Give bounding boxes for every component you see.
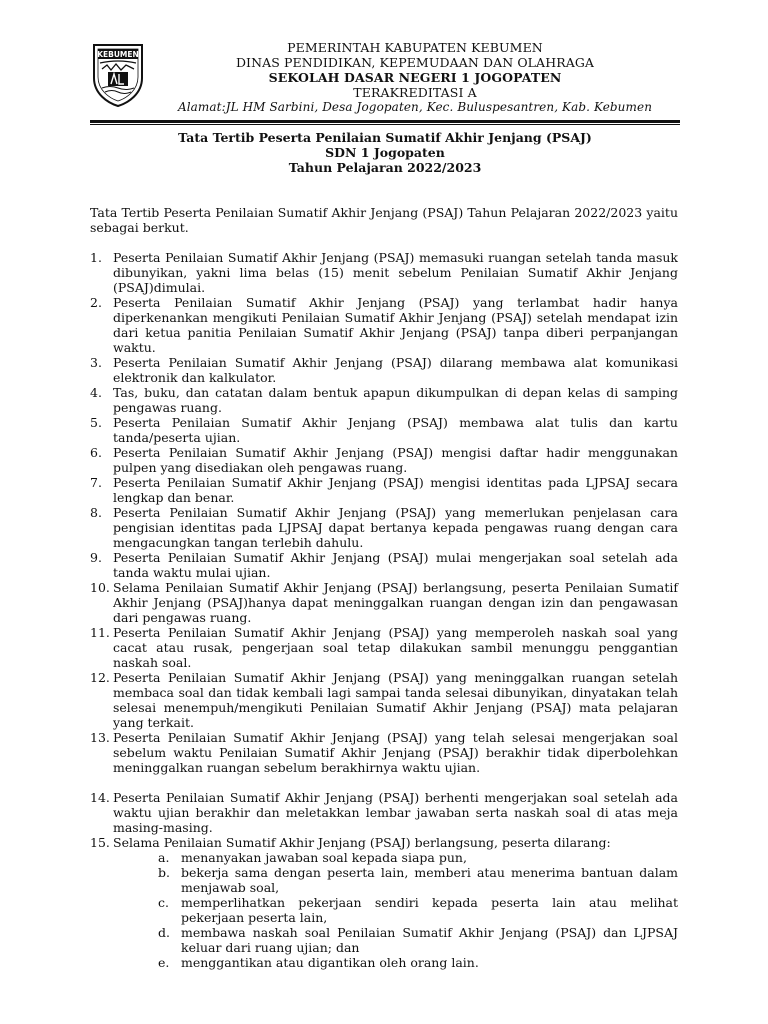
letterhead-text <box>150 40 680 115</box>
prohibition-letter: b. <box>158 865 170 880</box>
rule-text: Peserta Penilaian Sumatif Akhir Jenjang (PSAJ) mengisi identitas pada LJPSAJ secara lengkap dan benar. <box>113 475 678 505</box>
prohibition-text: membawa naskah soal Penilaian Sumatif Akhir Jenjang (PSAJ) dan LJPSAJ keluar dari ruang ujian; dan <box>181 925 678 955</box>
rule-text: Peserta Penilaian Sumatif Akhir Jenjang (PSAJ) mulai mengerjakan soal setelah ada tanda waktu mulai ujian. <box>113 550 678 580</box>
rule-text: Peserta Penilaian Sumatif Akhir Jenjang (PSAJ) membawa alat tulis dan kartu tanda/peserta ujian. <box>113 415 678 445</box>
rule-number: 2. <box>90 295 102 310</box>
prohibition-letter: e. <box>158 955 170 970</box>
school-name: SEKOLAH DASAR NEGERI 1 JOGOPATEN <box>268 70 562 85</box>
rule-item <box>90 625 678 670</box>
rule-item <box>90 445 678 475</box>
prohibition-item <box>158 925 678 955</box>
rule-number: 3. <box>90 355 102 370</box>
letterhead-divider-thin <box>90 124 680 125</box>
rule-text: Peserta Penilaian Sumatif Akhir Jenjang (PSAJ) yang memperoleh naskah soal yang cacat atau rusak, pengerjaan soal tetap dilakukan sambil menunggu penggantian naskah soal. <box>113 625 678 670</box>
rule-item <box>90 790 678 835</box>
rule-number: 7. <box>90 475 102 490</box>
rule-item <box>90 730 678 775</box>
rule-text: Peserta Penilaian Sumatif Akhir Jenjang (PSAJ) yang meninggalkan ruangan setelah membaca soal dan tidak kembali lagi sampai tanda selesai dibunyikan, dinyatakan telah selesai menempuh/mengikuti Penilaian Sumatif Akhir Jenjang (PSAJ) mata pelajaran yang terkait. <box>113 670 678 730</box>
rule-item <box>90 580 678 625</box>
department-name: DINAS PENDIDIKAN, KEPEMUDAAN DAN OLAHRAGA <box>235 55 595 70</box>
rule-item <box>90 835 678 850</box>
rule-text: Tas, buku, dan catatan dalam bentuk apapun dikumpulkan di depan kelas di samping pengawas ruang. <box>113 385 678 415</box>
letterhead-divider-thick <box>90 120 680 123</box>
prohibition-text: memperlihatkan pekerjaan sendiri kepada peserta lain atau melihat pekerjaan peserta lain, <box>181 895 678 925</box>
rule-item <box>90 385 678 415</box>
rule-number: 4. <box>90 385 102 400</box>
rule-number: 5. <box>90 415 102 430</box>
rule-text: Peserta Penilaian Sumatif Akhir Jenjang (PSAJ) dilarang membawa alat komunikasi elektronik dan kalkulator. <box>113 355 678 385</box>
rule-number: 10. <box>90 580 110 595</box>
rule-item <box>90 250 678 295</box>
prohibition-text: bekerja sama dengan peserta lain, memberi atau menerima bantuan dalam menjawab soal, <box>181 865 678 895</box>
school-address: Alamat:JL HM Sarbini, Desa Jogopaten, Kec. Buluspesantren, Kab. Kebumen <box>177 100 653 114</box>
rule-number: 11. <box>90 625 110 640</box>
prohibition-text: menanyakan jawaban soal kepada siapa pun, <box>181 850 467 865</box>
prohibition-letter: c. <box>158 895 169 910</box>
rule-text: Selama Penilaian Sumatif Akhir Jenjang (PSAJ) berlangsung, peserta dilarang: <box>113 835 611 850</box>
prohibition-letter: d. <box>158 925 170 940</box>
rule-number: 13. <box>90 730 110 745</box>
rule-text: Peserta Penilaian Sumatif Akhir Jenjang (PSAJ) berhenti mengerjakan soal setelah ada waktu ujian berakhir dan meletakkan lembar jawaban serta naskah soal di atas meja masing-masing. <box>113 790 678 835</box>
document-title <box>90 130 680 175</box>
rule-text: Peserta Penilaian Sumatif Akhir Jenjang (PSAJ) mengisi daftar hadir menggunakan pulpen yang disediakan oleh pengawas ruang. <box>113 445 678 475</box>
prohibition-item <box>158 850 678 865</box>
rule-number: 14. <box>90 790 110 805</box>
prohibition-text: menggantikan atau digantikan oleh orang lain. <box>181 955 479 970</box>
prohibition-letter: a. <box>158 850 170 865</box>
rule-text: Peserta Penilaian Sumatif Akhir Jenjang (PSAJ) yang telah selesai mengerjakan soal sebelum waktu Penilaian Sumatif Akhir Jenjang (PSAJ) berakhir tidak diperbolehkan meninggalkan ruangan sebelum berakhirnya waktu ujian. <box>113 730 678 775</box>
rule-text: Peserta Penilaian Sumatif Akhir Jenjang (PSAJ) yang memerlukan penjelasan cara pengisian identitas pada LJPSAJ dapat bertanya kepada pengawas ruang dengan cara mengacungkan tangan terlebih dahulu. <box>113 505 678 550</box>
rule-number: 6. <box>90 445 102 460</box>
rule-number: 12. <box>90 670 110 685</box>
rule-item <box>90 415 678 445</box>
government-name: PEMERINTAH KABUPATEN KEBUMEN <box>287 40 543 55</box>
prohibition-item <box>158 955 678 970</box>
accreditation: TERAKREDITASI A <box>353 85 477 100</box>
rule-item <box>90 475 678 505</box>
rules-list <box>90 250 678 970</box>
rule-number: 9. <box>90 550 102 565</box>
rule-text: Peserta Penilaian Sumatif Akhir Jenjang (PSAJ) memasuki ruangan setelah tanda masuk dibunyikan, yakni lima belas (15) menit sebelum Penilaian Sumatif Akhir Jenjang (PSAJ)dimulai. <box>113 250 678 295</box>
rule-text: Selama Penilaian Sumatif Akhir Jenjang (PSAJ) berlangsung, peserta Penilaian Sumatif Akhir Jenjang (PSAJ)hanya dapat meninggalkan ruangan dengan izin dan pengawasan dari pengawas ruang. <box>113 580 678 625</box>
rule-item <box>90 295 678 355</box>
title-line-2: SDN 1 Jogopaten <box>325 145 445 160</box>
rule-number: 8. <box>90 505 102 520</box>
prohibition-item <box>158 895 678 925</box>
kebumen-regency-crest-icon <box>90 42 146 108</box>
logo-text: KEBUMEN <box>97 50 139 59</box>
prohibition-item <box>158 865 678 895</box>
letterhead <box>90 40 680 116</box>
rule-item <box>90 670 678 730</box>
prohibitions-list <box>158 850 678 970</box>
title-line-1: Tata Tertib Peserta Penilaian Sumatif Akhir Jenjang (PSAJ) <box>178 130 592 145</box>
rule-number: 15. <box>90 835 110 850</box>
rule-text: Peserta Penilaian Sumatif Akhir Jenjang (PSAJ) yang terlambat hadir hanya diperkenankan mengikuti Penilaian Sumatif Akhir Jenjang (PSAJ) setelah mendapat izin dari ketua panitia Penilaian Sumatif Akhir Jenjang (PSAJ) tanpa diberi perpanjangan waktu. <box>113 295 678 355</box>
rule-item <box>90 550 678 580</box>
intro-paragraph: Tata Tertib Peserta Penilaian Sumatif Akhir Jenjang (PSAJ) Tahun Pelajaran 2022/2023 yaitu sebagai berkut. <box>90 205 678 235</box>
rule-item <box>90 505 678 550</box>
title-line-3: Tahun Pelajaran 2022/2023 <box>288 160 482 175</box>
rule-item <box>90 355 678 385</box>
rule-number: 1. <box>90 250 102 265</box>
